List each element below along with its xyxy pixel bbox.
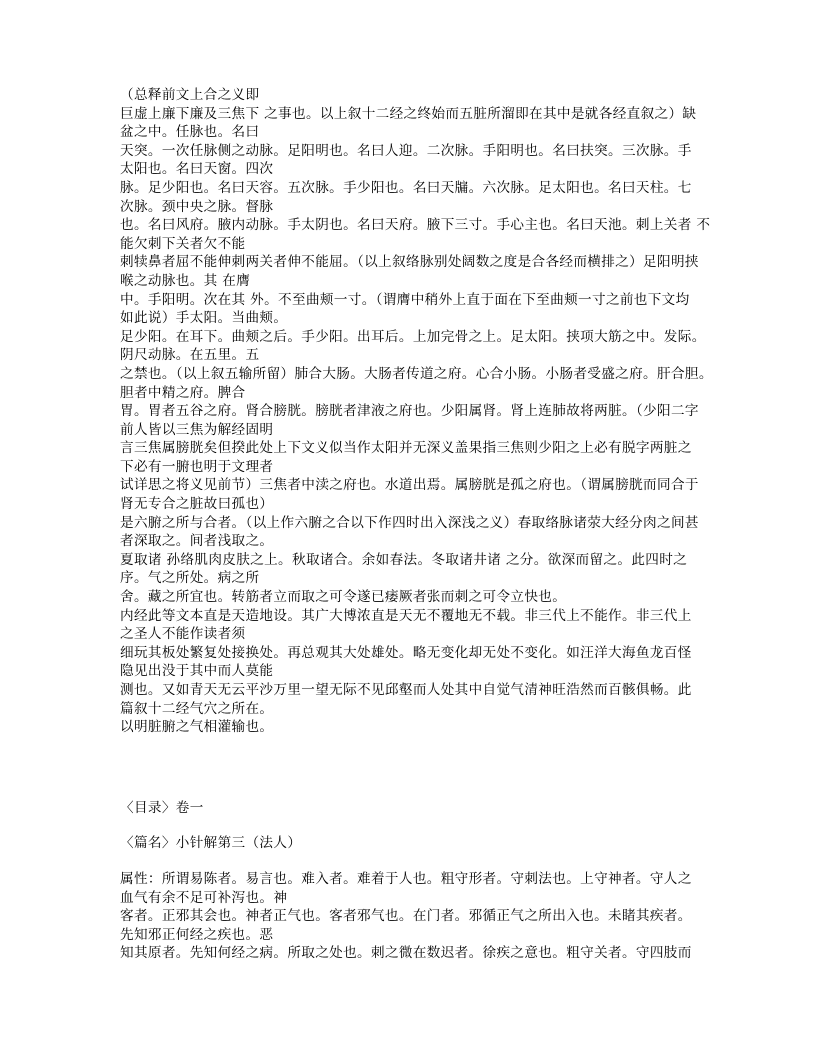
text-line: 言三焦属膀胱矣但揆此处上下文义似当作太阳并无深义盖果指三焦则少阳之上必有脱字两脏之: [120, 440, 692, 457]
text-line: 脉。足少阳也。名曰天容。五次脉。手少阳也。名曰天牖。六次脉。足太阳也。名曰天柱。七: [120, 179, 692, 196]
text-line: 是六腑之所与合者。（以上作六腑之合以下作四时出入深浅之义）春取络脉诸荥大经分肉之间甚: [120, 514, 699, 531]
text-line: 内经此等文本直是天造地设。其广大博浓直是天无不覆地无不载。非三代上不能作。非三代上: [120, 607, 692, 624]
chapter-heading: [120, 834, 700, 853]
text-line: 次脉。颈中央之脉。督脉: [120, 198, 274, 215]
text-line: 以明脏腑之气相灌输也。: [120, 719, 274, 736]
text-line: 胆者中精之府。脾合: [120, 384, 246, 401]
text-line: 客者。正邪其会也。神者正气也。客者邪气也。在门者。邪循正气之所出入也。未睹其疾者。: [120, 908, 692, 925]
text-line: 之禁也。（以上叙五输所留）肺合大肠。大肠者传道之府。心合小肠。小肠者受盛之府。肝合胆。: [120, 365, 713, 382]
text-line: 之圣人不能作读者须: [120, 626, 246, 643]
text-line: 刺犊鼻者屈不能伸刺两关者伸不能屈。（以上叙络脉别处阔数之度是合各经而横排之）足阳明挟: [120, 254, 699, 271]
text-line: 试详思之将义见前节）三焦者中渎之府也。水道出焉。属膀胱是孤之府也。（谓属膀胱而同合于: [120, 477, 699, 494]
text-line: 知其原者。先知何经之病。所取之处也。刺之微在数迟者。徐疾之意也。粗守关者。守四肢而: [120, 945, 692, 962]
document-page: [120, 86, 713, 963]
text-line: 篇叙十二经气穴之所在。: [120, 700, 274, 717]
text-line: 巨虚上廉下廉及三焦下 之事也。以上叙十二经之终始而五脏所溜即在其中是就各经直叙之）缺: [120, 105, 697, 122]
text-line: 隐见出没于其中而人莫能: [120, 663, 274, 680]
section-spacer: [120, 853, 700, 870]
text-line: 足少阳。在耳下。曲颊之后。手少阳。出耳后。上加完骨之上。足太阳。挟项大筋之中。发际。: [120, 328, 706, 345]
text-line: 夏取诸 孙络肌肉皮肤之上。秋取诸合。余如春法。冬取诸井诸 之分。欲深而留之。此四时之: [120, 551, 688, 568]
text-line: 者深取之。间者浅取之。: [120, 533, 274, 550]
text-line: 序。气之所处。病之所: [120, 570, 260, 587]
text-line: 下必有一腑也明于文理者: [120, 458, 274, 475]
text-line: 血气有余不足可补泻也。神: [120, 889, 288, 906]
text-line: 舍。藏之所宜也。转筋者立而取之可令遂已痿厥者张而刺之可令立快也。: [120, 589, 567, 606]
text-line: 喉之动脉也。其 在膺: [120, 272, 251, 289]
text-line: 中。手阳明。次在其 外。不至曲颊一寸。（谓膺中稍外上直于面在下至曲颊一寸之前也下文均: [120, 291, 690, 308]
text-line: 肾无专合之脏故曰孤也）: [120, 496, 274, 513]
toc-heading-text: 〈目录〉卷一: [120, 799, 204, 816]
text-line: 天突。一次任脉侧之动脉。足阳明也。名曰人迎。二次脉。手阳明也。名曰扶突。三次脉。手: [120, 142, 692, 159]
text-line: 属性：所谓易陈者。易言也。难入者。难着于人也。粗守形者。守刺法也。上守神者。守人之: [120, 870, 692, 887]
text-line: （总释前文上合之义即: [120, 87, 260, 103]
section-spacer: [120, 817, 700, 834]
toc-heading: [120, 799, 700, 818]
text-line: 太阳也。名曰天窗。四次: [120, 161, 274, 178]
text-line: 如此说）手太阳。当曲颊。: [120, 310, 288, 327]
text-line: 阴尺动脉。在五里。五: [120, 347, 260, 364]
text-line: 细玩其板处繁复处接换处。再总观其大处雄处。略无变化却无处不变化。如汪洋大海鱼龙百怪: [120, 644, 692, 661]
text-line: 先知邪正何经之疾也。恶: [120, 926, 274, 943]
text-line: 也。名曰风府。腋内动脉。手太阴也。名曰天府。腋下三寸。手心主也。名曰天池。刺上关者 不: [120, 217, 711, 234]
text-line: 胃。胃者五谷之府。肾合膀胱。膀胱者津液之府也。少阳属肾。肾上连肺故将两脏。（少阳二字: [120, 403, 699, 420]
commentary-paragraph: [120, 86, 713, 737]
attribute-paragraph: [120, 870, 700, 963]
text-line: 前人皆以三焦为解经固明: [120, 421, 274, 438]
chapter-heading-text: 〈篇名〉小针解第三（法人）: [120, 835, 302, 852]
text-line: 能欠刺下关者欠不能: [120, 235, 246, 252]
text-line: 测也。又如青天无云平沙万里一望无际不见邱壑而人处其中自觉气清神旺浩然而百骸俱畅。此: [120, 682, 692, 698]
section-spacer: [120, 737, 700, 799]
text-line: 盆之中。任脉也。名曰: [120, 124, 260, 141]
